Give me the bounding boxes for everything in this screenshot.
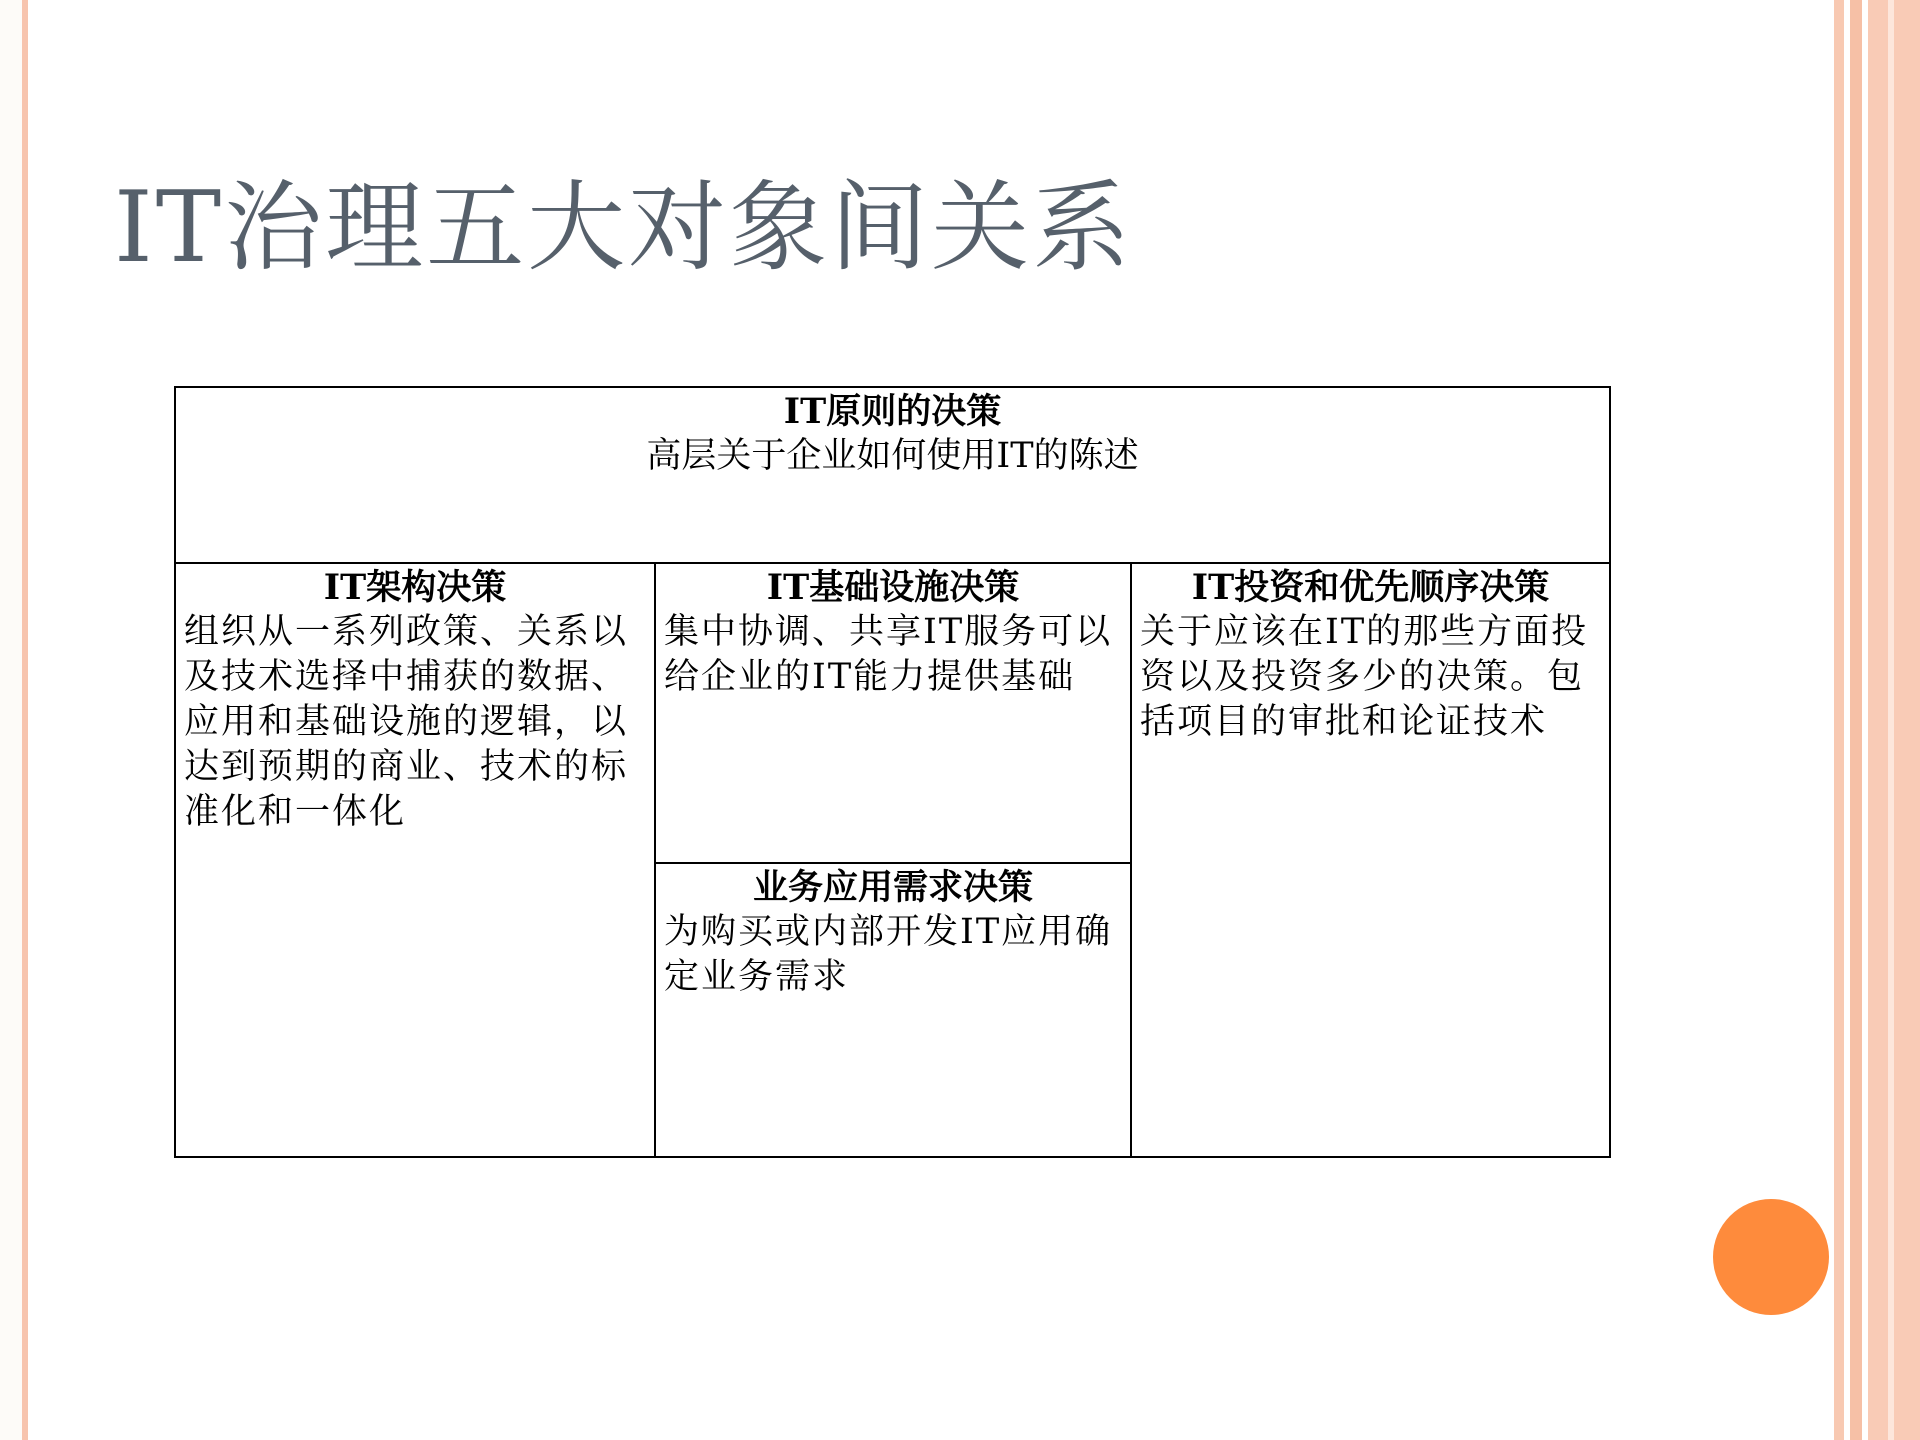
- right-decorative-stripe: [1888, 0, 1894, 1440]
- business-applications-heading: 业务应用需求决策: [752, 867, 1033, 908]
- business-applications-body: 为购买或内部开发IT应用确定业务需求: [664, 912, 1113, 997]
- architecture-body: 组织从一系列政策、关系以及技术选择中捕获的数据、应用和基础设施的逻辑，以达到预期的商业、技术的标准化和一体化: [184, 612, 629, 832]
- infrastructure-body: 集中协调、共享IT服务可以给企业的IT能力提供基础: [664, 612, 1113, 697]
- architecture-heading: IT架构决策: [323, 567, 507, 608]
- slide-title: IT治理五大对象间关系: [114, 171, 1134, 285]
- principles-body: 高层关于企业如何使用IT的陈述: [646, 436, 1139, 476]
- principles-cell: [176, 388, 1609, 564]
- business-applications-cell: [656, 864, 1132, 1156]
- investment-body: 关于应该在IT的那些方面投资以及投资多少的决策。包括项目的审批和论证技术: [1140, 612, 1589, 742]
- infrastructure-cell: [656, 564, 1132, 864]
- investment-cell: [1132, 564, 1609, 1156]
- decision-framework-table: [174, 386, 1611, 1158]
- architecture-cell: [176, 564, 656, 1156]
- right-decorative-stripe: [1834, 0, 1844, 1440]
- left-decorative-stripe: [0, 0, 28, 1440]
- investment-heading: IT投资和优先顺序决策: [1191, 567, 1550, 608]
- infrastructure-heading: IT基础设施决策: [766, 567, 1020, 608]
- principles-heading: IT原则的决策: [783, 391, 1002, 432]
- decorative-orange-circle: [1713, 1199, 1829, 1315]
- right-decorative-stripe: [1868, 0, 1920, 1440]
- right-decorative-stripe: [1850, 0, 1862, 1440]
